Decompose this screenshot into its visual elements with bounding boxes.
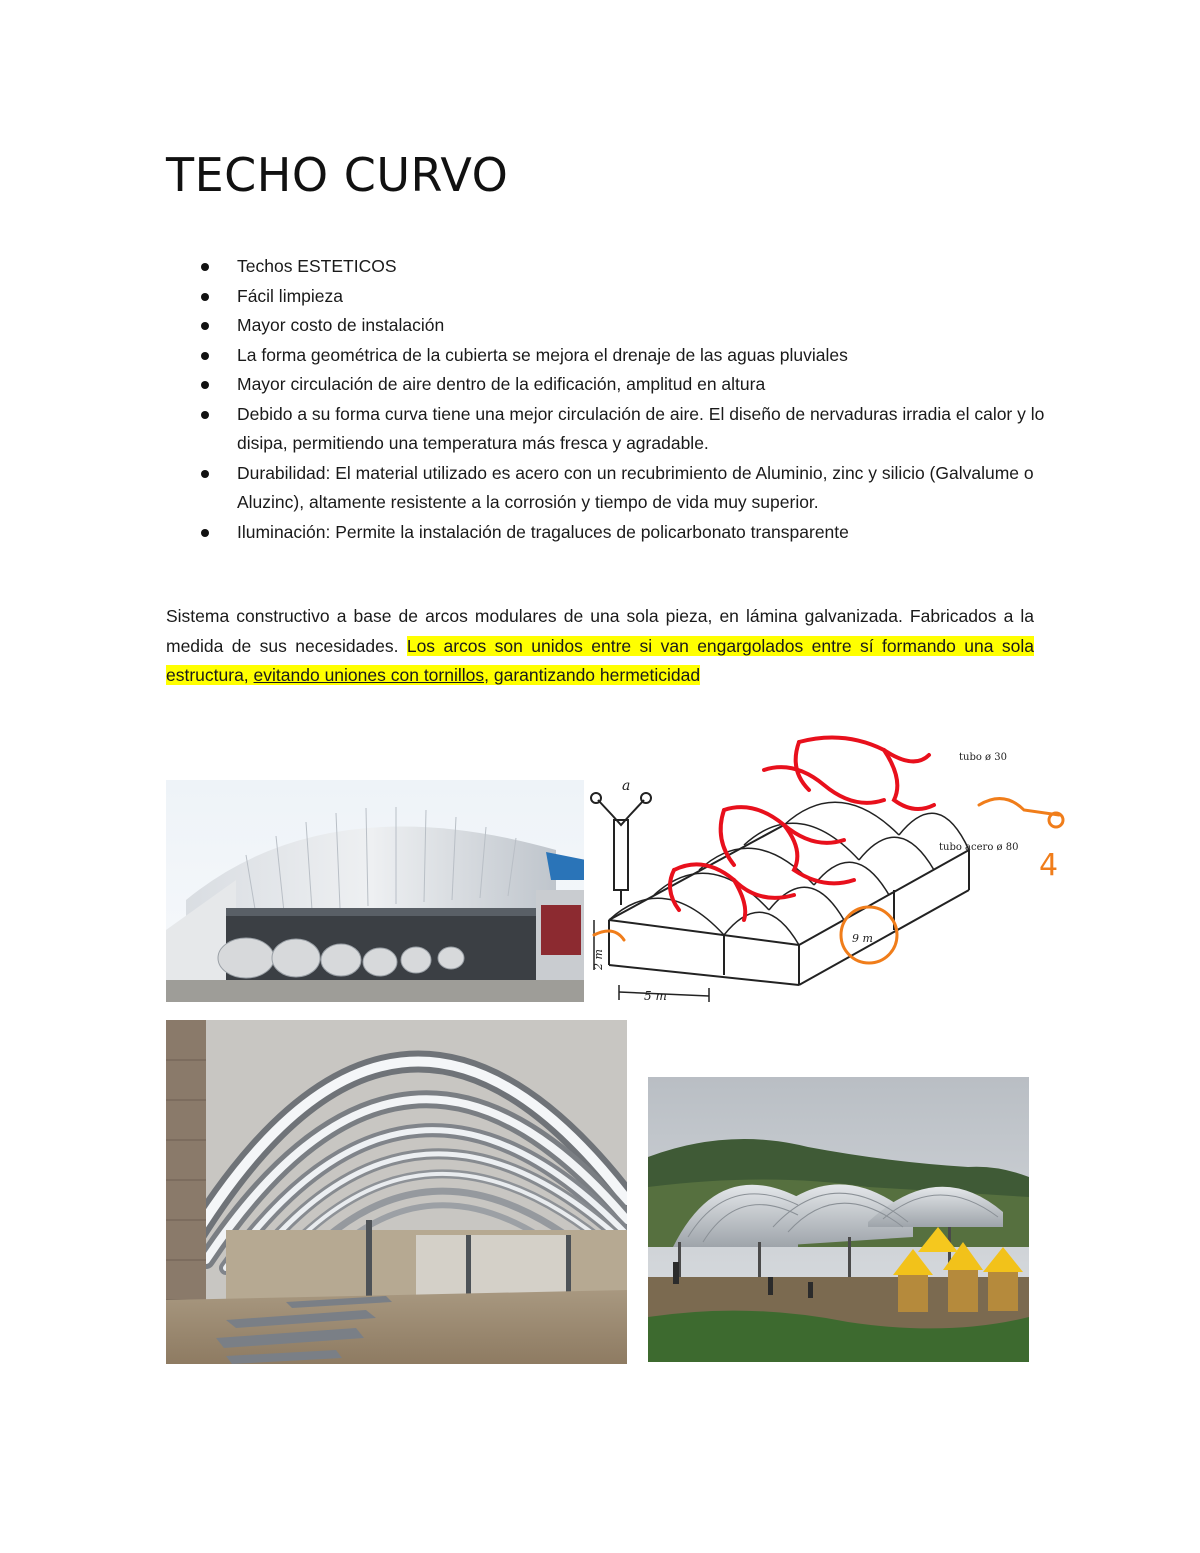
hangar-photo [166,780,586,1002]
list-item: Debido a su forma curva tiene una mejor circulación de aire. El diseño de nervaduras irradia el calor y lo disipa, permitiendo una temperatura más fresca y agradable. [166,400,1046,459]
diagram-label-tubo-acero-80: tubo acero ø 80 [939,842,1019,853]
diagram-label-a: a [622,778,631,794]
list-item: La forma geométrica de la cubierta se mejora el drenaje de las aguas pluviales [166,341,1046,371]
diagram-label-height: 2 m [592,949,605,970]
feature-list [166,252,1046,547]
list-item: Fácil limpieza [166,282,1046,312]
highlighted-text-end: , garantizando hermeticidad [484,665,701,685]
highlighted-text: Los arcos son unidos entre si van engargolados entre sí formando una sola estructura, [166,635,1035,685]
list-item: Techos ESTETICOS [166,252,1046,282]
page-title: TECHO CURVO [166,148,509,202]
diagram-label-tubo-30: tubo ø 30 [959,752,1007,763]
list-item: Iluminación: Permite la instalación de tragaluces de policarbonato transparente [166,518,1046,548]
construction-paragraph [166,602,1034,691]
structure-diagram [584,730,1084,1005]
handwritten-number: 4 [1039,848,1059,883]
warehouse-interior-photo [166,1020,627,1364]
list-item: Durabilidad: El material utilizado es acero con un recubrimiento de Aluminio, zinc y silicio (Galvalume o Aluzinc), altamente resistente a la corrosión y tiempo de vida muy superior. [166,459,1046,518]
list-item: Mayor costo de instalación [166,311,1046,341]
diagram-label-width: 5 m [644,989,667,1003]
highlighted-underlined-text: evitando uniones con tornillos [253,665,485,685]
list-item: Mayor circulación de aire dentro de la edificación, amplitud en altura [166,370,1046,400]
diagram-label-length: 9 m [852,932,873,945]
paragraph-plain-text: Sistema constructivo a base de arcos modulares de una sola pieza, en lámina galvanizada. Fabricados a la medida de sus necesidades. [166,606,1034,656]
outdoor-arches-photo [648,1077,1029,1362]
